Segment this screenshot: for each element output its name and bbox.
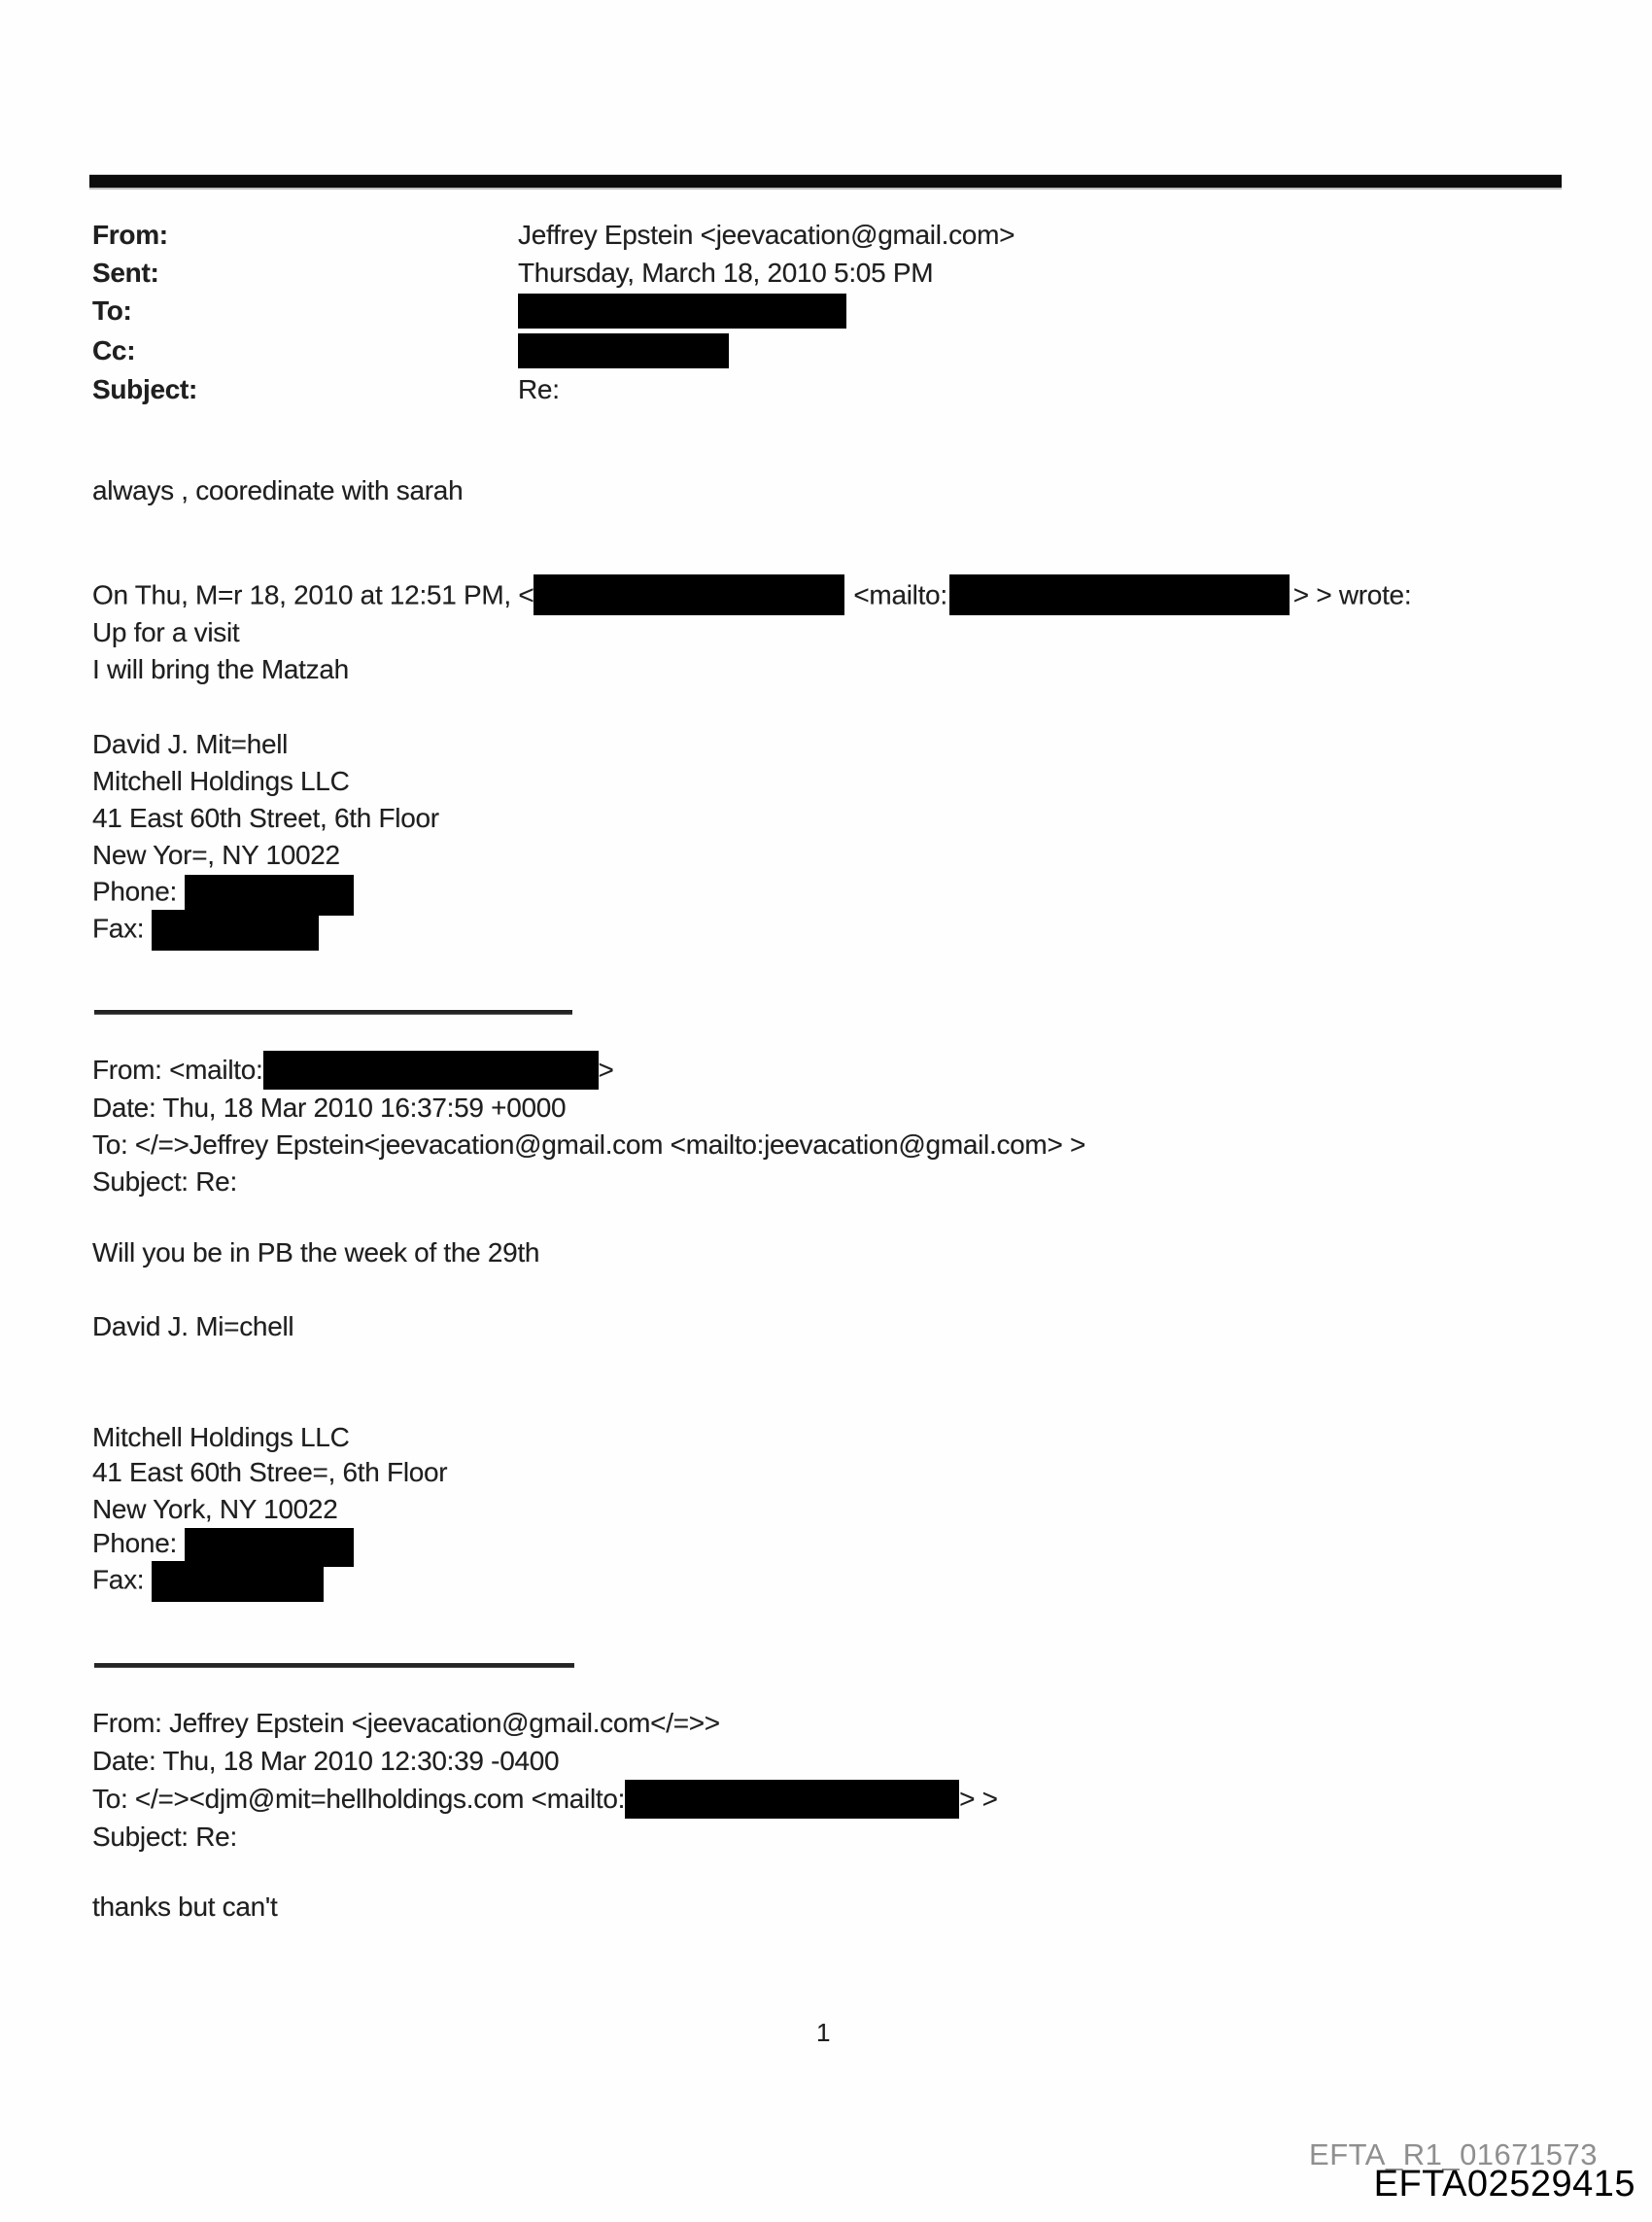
header-row-sent (92, 255, 933, 292)
sig2-phone-label: Phone: (92, 1528, 177, 1558)
fwd2-to-line (92, 1781, 998, 1821)
sig2-company: Mitchell Holdings LLC (92, 1422, 350, 1452)
sig2-fax-label: Fax: (92, 1564, 145, 1595)
sig1-phone-label: Phone: (92, 876, 177, 907)
sig1-phone-row (92, 873, 354, 914)
sig2-name: David J. Mi=chell (92, 1311, 294, 1341)
quote-attribution-post: > > wrote: (1292, 579, 1412, 610)
question-line: Will you be in PB the week of the 29th (92, 1237, 540, 1267)
body-opening-line: always , cooredinate with sarah (92, 475, 464, 505)
quote-sender-redaction-bar (533, 574, 844, 615)
fwd2-from-line: From: Jeffrey Epstein <jeevacation@gmail.com</=>> (92, 1708, 720, 1738)
fwd2-date-line: Date: Thu, 18 Mar 2010 12:30:39 -0400 (92, 1746, 560, 1776)
quote-attribution-pre: On Thu, M=r 18, 2010 at 12:51 PM, < (92, 579, 534, 610)
sig2-fax-redaction-bar (152, 1561, 324, 1602)
quote-line-1: Up for a visit (92, 617, 240, 647)
header-row-cc (92, 332, 729, 370)
fwd1-from-post: > (598, 1055, 614, 1085)
sig1-fax-row (92, 910, 319, 951)
quote-attribution-mailto: <mailto: (853, 579, 947, 610)
sig1-name: David J. Mit=hell (92, 729, 289, 759)
section-divider-1 (94, 1010, 572, 1015)
header-row-subject (92, 371, 560, 408)
to-redaction-bar (518, 294, 846, 329)
sig1-fax-redaction-bar (152, 910, 319, 951)
fwd2-to-redaction-bar (625, 1780, 959, 1819)
fwd1-date-line: Date: Thu, 18 Mar 2010 16:37:59 +0000 (92, 1093, 567, 1123)
header-separator-bar (89, 175, 1562, 188)
fwd1-from-pre: From: <mailto: (92, 1055, 263, 1085)
header-row-to (92, 293, 846, 330)
quote-mailto-redaction-bar (949, 574, 1290, 615)
cc-redaction-bar (518, 333, 729, 368)
sig1-fax-label: Fax: (92, 913, 145, 944)
closing-line: thanks but can't (92, 1892, 278, 1922)
sig2-city: New York, NY 10022 (92, 1494, 338, 1524)
quote-attribution-line (92, 576, 1411, 617)
from-value: Jeffrey Epstein <jeevacation@gmail.com> (518, 220, 1015, 250)
subject-value: Re: (518, 374, 560, 404)
sent-value: Thursday, March 18, 2010 5:05 PM (518, 258, 934, 288)
subject-label: Subject: (92, 374, 198, 404)
sig1-company: Mitchell Holdings LLC (92, 766, 350, 796)
header-row-from (92, 217, 1015, 254)
sent-label: Sent: (92, 258, 159, 288)
sig2-phone-row (92, 1525, 354, 1565)
from-label: From: (92, 220, 168, 250)
sig2-street: 41 East 60th Stree=, 6th Floor (92, 1457, 448, 1487)
fwd2-subject-line: Subject: Re: (92, 1822, 237, 1852)
sig2-fax-row (92, 1561, 324, 1602)
page-number: 1 (816, 2018, 831, 2047)
quote-line-2: I will bring the Matzah (92, 654, 349, 684)
cc-label: Cc: (92, 335, 136, 365)
to-label: To: (92, 295, 132, 326)
fwd1-subject-line: Subject: Re: (92, 1166, 237, 1197)
bates-stamp-light: EFTA_R1_01671573 (1309, 2137, 1598, 2171)
bates-stamp-dark: EFTA02529415 (1373, 2164, 1635, 2205)
section-divider-2 (94, 1663, 574, 1668)
fwd2-to-post: > > (959, 1784, 998, 1814)
fwd2-to-pre: To: </=><djm@mit=hellholdings.com <mailto: (92, 1784, 626, 1814)
fwd1-from-line (92, 1052, 614, 1092)
fwd1-from-redaction-bar (263, 1051, 599, 1090)
sig1-street: 41 East 60th Street, 6th Floor (92, 803, 439, 833)
fwd1-to-line: To: </=>Jeffrey Epstein<jeevacation@gmail.com <mailto:jeevacation@gmail.com> > (92, 1129, 1086, 1160)
sig1-city: New Yor=, NY 10022 (92, 840, 340, 870)
